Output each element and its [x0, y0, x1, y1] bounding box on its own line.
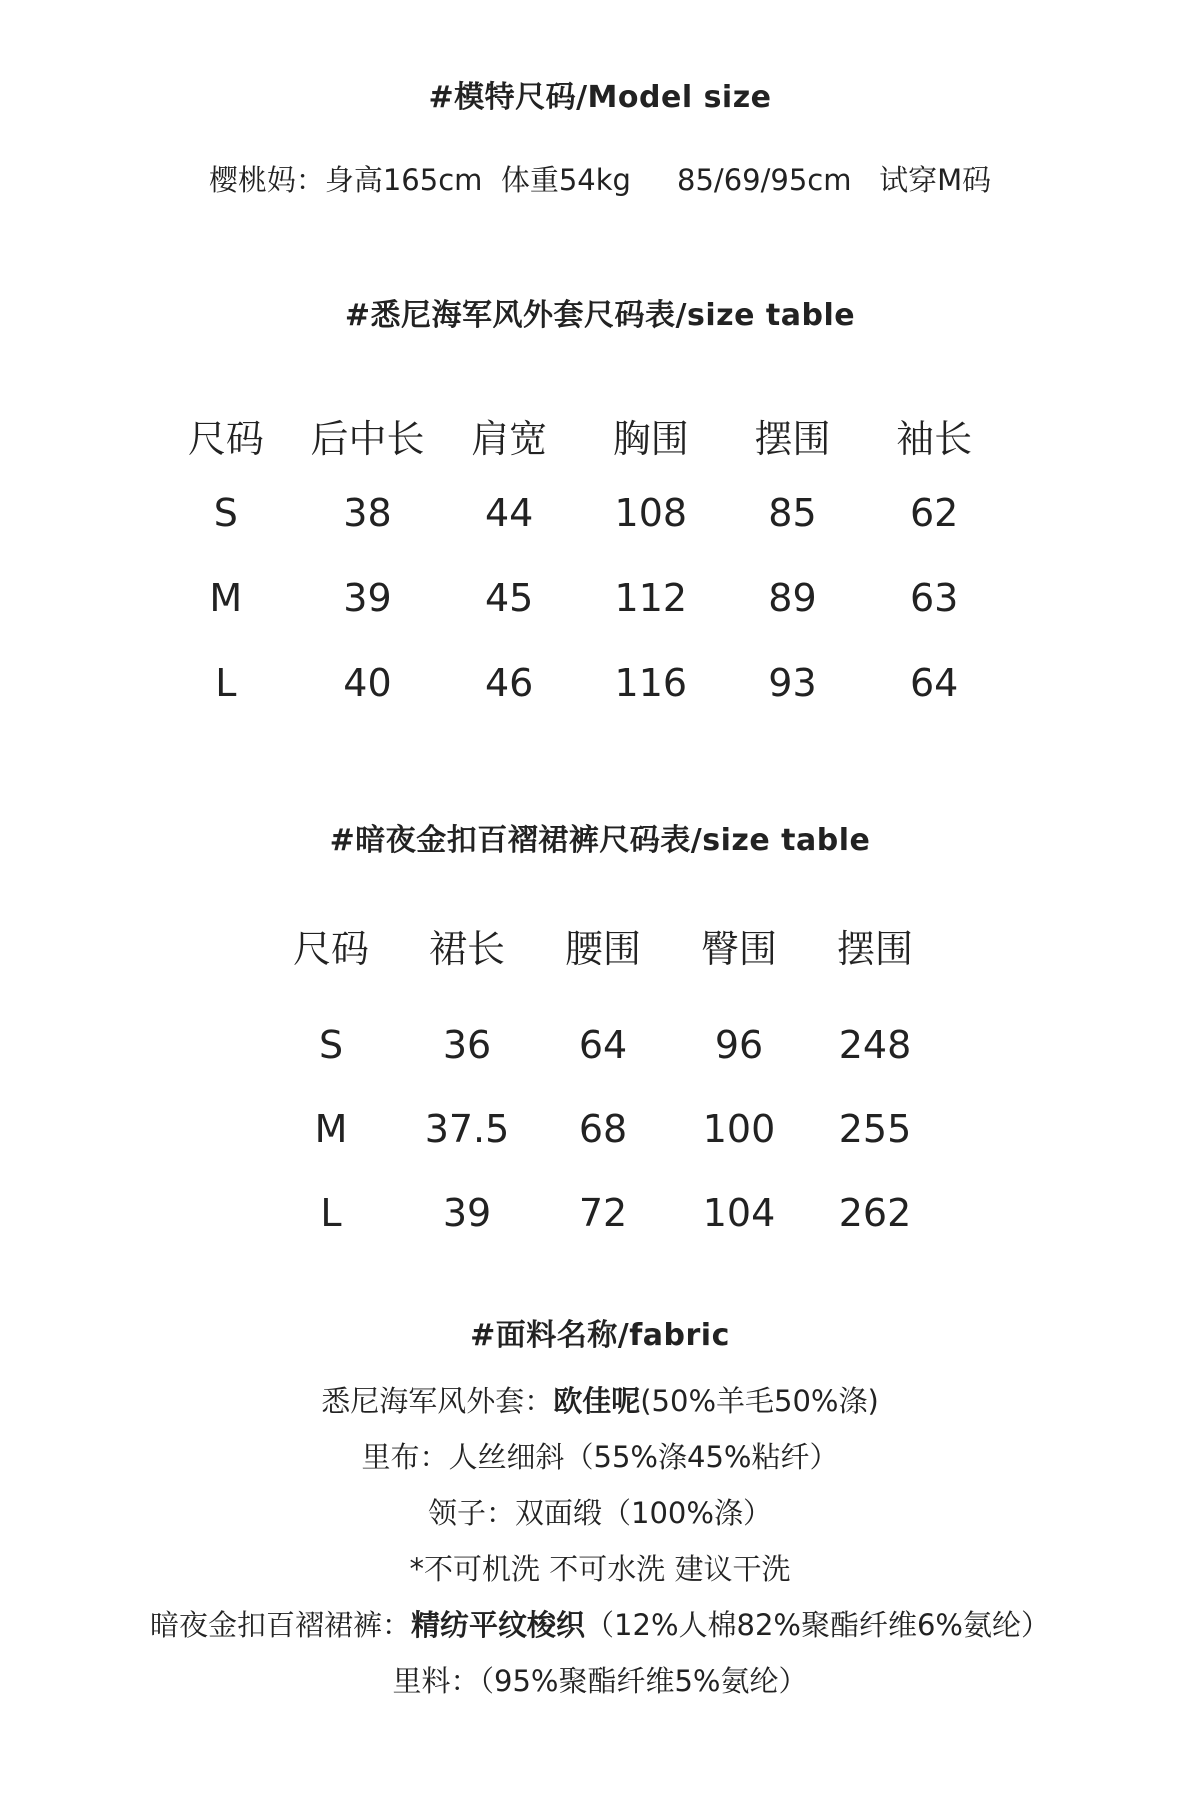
header-chest: 胸围 — [612, 416, 689, 461]
header-size: 尺码 — [187, 416, 264, 461]
care-instructions: *不可机洗 不可水洗 建议干洗 — [409, 1552, 791, 1586]
header-size: 尺码 — [292, 926, 369, 971]
table-cell: 100 — [702, 1107, 776, 1151]
table-cell: S — [213, 490, 238, 535]
table-row — [263, 1003, 943, 1087]
fabric-label: 里料：（95%聚酯纤维5%氨纶） — [392, 1664, 808, 1698]
coat-table-header-row — [155, 400, 1005, 470]
fabric-line-coat — [0, 1373, 1200, 1429]
skirt-size-table — [263, 905, 943, 1255]
table-cell: 64 — [909, 660, 959, 705]
table-cell: 262 — [838, 1191, 912, 1235]
fabric-line-lining — [0, 1429, 1200, 1485]
table-row — [263, 1087, 943, 1171]
fabric-label: 暗夜金扣百褶裙裤： — [150, 1608, 412, 1642]
table-cell: 104 — [702, 1191, 776, 1235]
table-row — [263, 1171, 943, 1255]
table-cell: 38 — [343, 490, 392, 535]
fabric-material-name: 欧佳呢 — [553, 1384, 641, 1418]
table-cell: 64 — [578, 1023, 628, 1067]
table-cell: 89 — [768, 575, 817, 620]
table-cell: 116 — [614, 660, 688, 705]
header-waist: 腰围 — [564, 926, 641, 971]
table-cell: 85 — [768, 490, 817, 535]
table-cell: 44 — [484, 490, 534, 535]
fabric-line-skirt-lining — [0, 1653, 1200, 1709]
fabric-label: 领子：双面缎（100%涤） — [428, 1496, 772, 1530]
header-hem: 摆围 — [754, 416, 831, 461]
header-sleeve: 袖长 — [896, 416, 973, 461]
fabric-line-care — [0, 1541, 1200, 1597]
fabric-composition: （12%人棉82%聚酯纤维6%氨纶） — [585, 1608, 1050, 1642]
header-hip: 臀围 — [700, 926, 777, 971]
header-hem: 摆围 — [836, 926, 913, 971]
fabric-list — [0, 1373, 1200, 1709]
table-cell: M — [209, 575, 243, 620]
fabric-material-name: 精纺平纹梭织 — [411, 1608, 586, 1642]
header-skirt-length: 裙长 — [428, 926, 505, 971]
table-cell: 62 — [909, 490, 959, 535]
fabric-title: #面料名称/fabric — [470, 1318, 730, 1353]
table-cell: 36 — [442, 1023, 492, 1067]
table-cell: 40 — [343, 660, 392, 705]
table-cell: 248 — [838, 1023, 912, 1067]
header-back-length: 后中长 — [310, 416, 425, 461]
fabric-line-collar — [0, 1485, 1200, 1541]
table-cell: 112 — [614, 575, 688, 620]
table-cell: 108 — [614, 490, 688, 535]
skirt-size-table-title: #暗夜金扣百褶裙裤尺码表/size table — [329, 823, 871, 858]
fabric-label: 悉尼海军风外套： — [321, 1384, 554, 1418]
table-cell: 39 — [442, 1191, 492, 1235]
table-cell: 255 — [838, 1107, 912, 1151]
table-cell: 68 — [578, 1107, 628, 1151]
table-row — [155, 470, 1005, 555]
table-cell: L — [320, 1191, 342, 1235]
table-cell: L — [215, 660, 237, 705]
table-cell: 63 — [909, 575, 959, 620]
table-cell: 72 — [578, 1191, 628, 1235]
header-shoulder: 肩宽 — [471, 416, 548, 461]
coat-size-table — [155, 400, 1005, 725]
coat-size-table-title: #悉尼海军风外套尺码表/size table — [344, 298, 856, 333]
model-info-line: 樱桃妈：身高165cm 体重54kg 85/69/95cm 试穿M码 — [208, 163, 992, 197]
table-row — [155, 640, 1005, 725]
table-cell: S — [318, 1023, 344, 1067]
table-cell: M — [314, 1107, 348, 1151]
table-cell: 93 — [768, 660, 817, 705]
skirt-table-header-row — [263, 905, 943, 1003]
fabric-line-skirt — [0, 1597, 1200, 1653]
table-row — [155, 555, 1005, 640]
table-cell: 39 — [343, 575, 392, 620]
model-size-title: #模特尺码/Model size — [428, 80, 772, 115]
table-cell: 37.5 — [424, 1107, 510, 1151]
table-cell: 45 — [484, 575, 534, 620]
table-cell: 96 — [714, 1023, 764, 1067]
table-cell: 46 — [484, 660, 534, 705]
fabric-composition: (50%羊毛50%涤) — [640, 1384, 879, 1418]
fabric-label: 里布：人丝细斜（55%涤45%粘纤） — [361, 1440, 839, 1474]
